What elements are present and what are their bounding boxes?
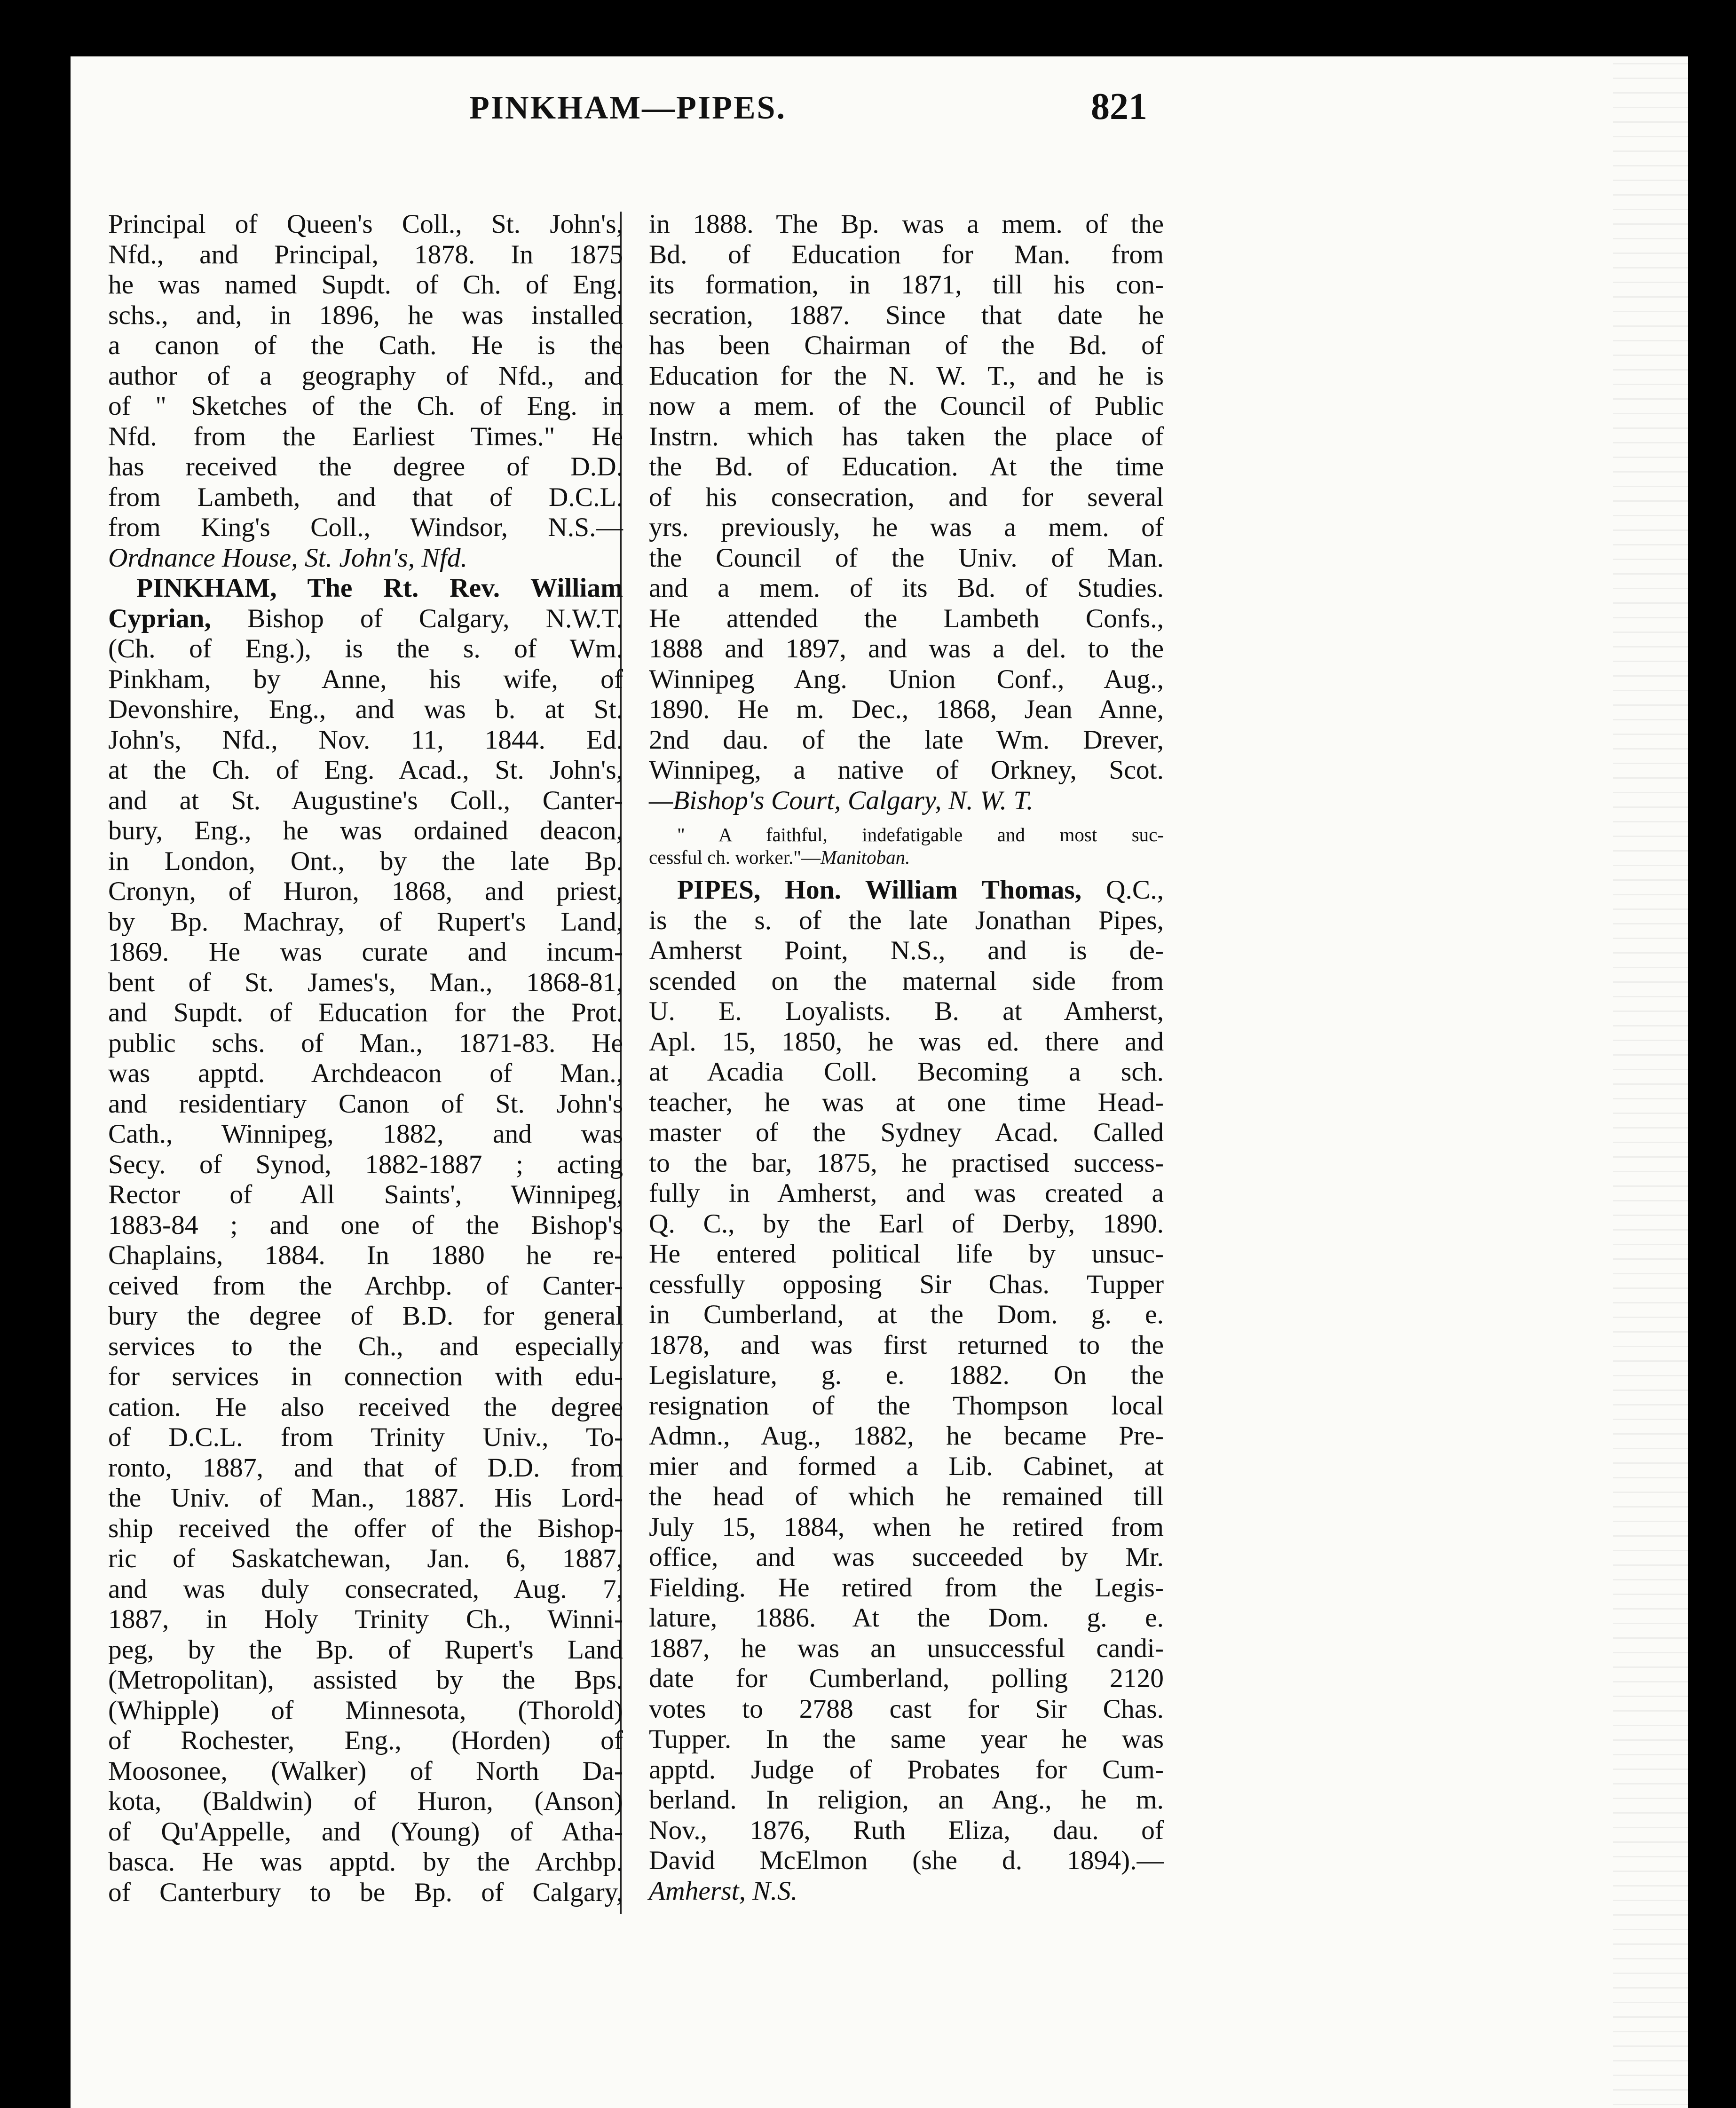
text-line: the Council of the Univ. of Man. [649, 543, 1164, 573]
text-line: Apl. 15, 1850, he was ed. there and [649, 1026, 1164, 1057]
pinkham-body-lines [108, 634, 623, 1908]
text-line: Bd. of Education for Man. from [649, 239, 1164, 269]
text-line: apptd. Judge of Probates for Cum- [649, 1754, 1164, 1784]
text-line: 1887, in Holy Trinity Ch., Winni- [108, 1604, 623, 1634]
text-line: 1869. He was curate and incum- [108, 937, 623, 967]
text-line: cessfully opposing Sir Chas. Tupper [649, 1269, 1164, 1299]
text-line: David McElmon (she d. 1894).— [649, 1846, 1164, 1875]
text-line: master of the Sydney Acad. Called [649, 1118, 1164, 1147]
quote-line: " A faithful, indefatigable and most suc- [677, 824, 1164, 845]
text-line: schs., and, in 1896, he was installed [108, 300, 623, 330]
text-line: Pinkham, by Anne, his wife, of [108, 664, 623, 694]
text-line: in Cumberland, at the Dom. g. e. [649, 1300, 1164, 1329]
text-line: the Univ. of Man., 1887. His Lord- [108, 1483, 623, 1513]
text-line: Chaplains, 1884. In 1880 he re- [108, 1240, 623, 1270]
text-line: 1883-84 ; and one of the Bishop's [108, 1210, 623, 1240]
pinkham-quote [649, 823, 1164, 868]
text-line: in 1888. The Bp. was a mem. of the [649, 209, 1164, 239]
text-line: John's, Nfd., Nov. 11, 1844. Ed. [108, 725, 623, 755]
text-line: Legislature, g. e. 1882. On the [649, 1360, 1164, 1390]
pinkham-first-line [108, 604, 623, 634]
text-line: and a mem. of its Bd. of Studies. [649, 573, 1164, 603]
text-line: Q. C., by the Earl of Derby, 1890. [649, 1208, 1164, 1239]
prev-entry-address: Ordnance House, St. John's, Nfd. [108, 543, 467, 573]
pinkham-cont-lines [649, 209, 1164, 786]
text-line: and residentiary Canon of St. John's [108, 1089, 623, 1119]
left-column [108, 209, 623, 1908]
text-line: kota, (Baldwin) of Huron, (Anson) [108, 1786, 623, 1816]
text-line: Winnipeg Ang. Union Conf., Aug., [649, 664, 1164, 694]
text-line: Fielding. He retired from the Legis- [649, 1572, 1164, 1603]
text-line: now a mem. of the Council of Public [649, 391, 1164, 421]
text-line: at the Ch. of Eng. Acad., St. John's, [108, 755, 623, 785]
text-line: by Bp. Machray, of Rupert's Land, [108, 907, 623, 937]
text-line: and was duly consecrated, Aug. 7, [108, 1574, 623, 1604]
text-line: teacher, he was at one time Head- [649, 1087, 1164, 1117]
pinkham-heading-cont: Cyprian, [108, 603, 211, 633]
prev-entry-lines [108, 209, 623, 543]
text-line: 1887, he was an unsuccessful candi- [649, 1633, 1164, 1663]
text-line: ceived from the Archbp. of Canter- [108, 1271, 623, 1301]
pinkham-first-line-rest: Bishop of Calgary, N.W.T. [211, 603, 623, 633]
text-line: of Qu'Appelle, and (Young) of Atha- [108, 1816, 623, 1847]
quote-source: Manitoban. [821, 846, 910, 868]
pipes-heading-rest: Q.C., [1081, 875, 1164, 905]
text-line: from Lambeth, and that of D.C.L. [108, 482, 623, 512]
text-line: Cronyn, of Huron, 1868, and priest, [108, 876, 623, 906]
text-line: is the s. of the late Jonathan Pipes, [649, 905, 1164, 935]
text-line: has been Chairman of the Bd. of [649, 331, 1164, 360]
pipes-heading: PIPES, Hon. William Thomas, [677, 875, 1082, 905]
pinkham-heading-line [108, 573, 623, 604]
text-line: author of a geography of Nfd., and [108, 361, 623, 391]
text-line: Cath., Winnipeg, 1882, and was [108, 1119, 623, 1149]
text-line: services to the Ch., and especially [108, 1331, 623, 1361]
text-line: Principal of Queen's Coll., St. John's, [108, 209, 623, 239]
text-line: secration, 1887. Since that date he [649, 300, 1164, 330]
text-line: U. E. Loyalists. B. at Amherst, [649, 996, 1164, 1026]
text-line: Instrn. which has taken the place of [649, 421, 1164, 451]
page-edge [1613, 56, 1688, 2108]
text-line: votes to 2788 cast for Sir Chas. [649, 1694, 1164, 1724]
text-line: for services in connection with edu- [108, 1362, 623, 1391]
text-line: berland. In religion, an Ang., he m. [649, 1785, 1164, 1815]
pinkham-address: —Bishop's Court, Calgary, N. W. T. [649, 785, 1034, 815]
text-line: scended on the maternal side from [649, 966, 1164, 996]
quote-line [649, 846, 1164, 868]
text-line: mier and formed a Lib. Cabinet, at [649, 1451, 1164, 1481]
text-line: the head of which he remained till [649, 1482, 1164, 1511]
running-head: PINKHAM—PIPES. [469, 90, 786, 126]
text-line: to the bar, 1875, he practised success- [649, 1148, 1164, 1178]
text-line: cation. He also received the degree [108, 1392, 623, 1422]
pinkham-heading: PINKHAM, The Rt. Rev. William [136, 573, 623, 603]
text-line: Secy. of Synod, 1882-1887 ; acting [108, 1149, 623, 1179]
text-line: peg, by the Bp. of Rupert's Land [108, 1634, 623, 1665]
text-line: Devonshire, Eng., and was b. at St. [108, 695, 623, 724]
text-line: bury the degree of B.D. for general [108, 1301, 623, 1331]
text-line: and at St. Augustine's Coll., Canter- [108, 785, 623, 815]
text-line: Winnipeg, a native of Orkney, Scot. [649, 755, 1164, 785]
text-line: of D.C.L. from Trinity Univ., To- [108, 1422, 623, 1452]
text-line: Tupper. In the same year he was [649, 1724, 1164, 1754]
text-line: (Whipple) of Minnesota, (Thorold) [108, 1695, 623, 1725]
text-line: bury, Eng., he was ordained deacon, [108, 816, 623, 845]
text-line: at Acadia Coll. Becoming a sch. [649, 1057, 1164, 1087]
text-line: 1878, and was first returned to the [649, 1330, 1164, 1360]
text-line: bent of St. James's, Man., 1868-81, [108, 967, 623, 997]
text-line: ric of Saskatchewan, Jan. 6, 1887, [108, 1544, 623, 1573]
text-line: and Supdt. of Education for the Prot. [108, 998, 623, 1027]
text-line: basca. He was apptd. by the Archbp. [108, 1847, 623, 1877]
pinkham-entry [108, 573, 623, 1908]
text-line: he was named Supdt. of Ch. of Eng. [108, 270, 623, 300]
text-line: 1888 and 1897, and was a del. to the [649, 634, 1164, 663]
text-line: lature, 1886. At the Dom. g. e. [649, 1603, 1164, 1633]
text-line: (Ch. of Eng.), is the s. of Wm. [108, 634, 623, 663]
text-line: ronto, 1887, and that of D.D. from [108, 1453, 623, 1483]
text-line: the Bd. of Education. At the time [649, 452, 1164, 482]
text-line: of Rochester, Eng., (Horden) of [108, 1726, 623, 1755]
quote-text: cessful ch. worker."— [649, 846, 821, 868]
text-line: He attended the Lambeth Confs., [649, 603, 1164, 633]
text-line: yrs. previously, he was a mem. of [649, 513, 1164, 542]
right-column [649, 209, 1164, 1906]
text-line: from King's Coll., Windsor, N.S.— [108, 513, 623, 542]
text-line: date for Cumberland, polling 2120 [649, 1664, 1164, 1693]
page-header [108, 86, 1147, 155]
text-line: resignation of the Thompson local [649, 1390, 1164, 1421]
text-line: Moosonee, (Walker) of North Da- [108, 1756, 623, 1786]
text-line: Nov., 1876, Ruth Eliza, dau. of [649, 1815, 1164, 1845]
text-line: of Canterbury to be Bp. of Calgary, [108, 1877, 623, 1907]
text-line: fully in Amherst, and was created a [649, 1178, 1164, 1208]
text-line: Amherst Point, N.S., and is de- [649, 936, 1164, 965]
text-line: a canon of the Cath. He is the [108, 331, 623, 360]
text-line: of his consecration, and for several [649, 482, 1164, 512]
text-line: was apptd. Archdeacon of Man., [108, 1058, 623, 1088]
text-line: has received the degree of D.D. [108, 452, 623, 482]
text-line: office, and was succeeded by Mr. [649, 1542, 1164, 1572]
pipes-heading-line [649, 875, 1164, 906]
text-line: its formation, in 1871, till his con- [649, 270, 1164, 300]
page-number: 821 [1091, 86, 1147, 127]
text-line: public schs. of Man., 1871-83. He [108, 1028, 623, 1058]
text-line: Nfd. from the Earliest Times." He [108, 421, 623, 451]
text-line: 2nd dau. of the late Wm. Drever, [649, 725, 1164, 755]
pipes-address: Amherst, N.S. [649, 1876, 798, 1906]
pipes-entry [649, 875, 1164, 1906]
text-line: 1890. He m. Dec., 1868, Jean Anne, [649, 695, 1164, 724]
pipes-body-lines [649, 906, 1164, 1876]
prev-entry [108, 209, 623, 573]
text-line: ship received the offer of the Bishop- [108, 1513, 623, 1543]
text-line: Admn., Aug., 1882, he became Pre- [649, 1421, 1164, 1451]
text-line: (Metropolitan), assisted by the Bps. [108, 1665, 623, 1695]
text-line: of " Sketches of the Ch. of Eng. in [108, 391, 623, 421]
text-line: in London, Ont., by the late Bp. [108, 846, 623, 876]
text-line: Nfd., and Principal, 1878. In 1875 [108, 239, 623, 269]
text-line: He entered political life by unsuc- [649, 1239, 1164, 1269]
text-line: Education for the N. W. T., and he is [649, 361, 1164, 391]
text-line: Rector of All Saints', Winnipeg, [108, 1180, 623, 1209]
text-line: July 15, 1884, when he retired from [649, 1512, 1164, 1542]
